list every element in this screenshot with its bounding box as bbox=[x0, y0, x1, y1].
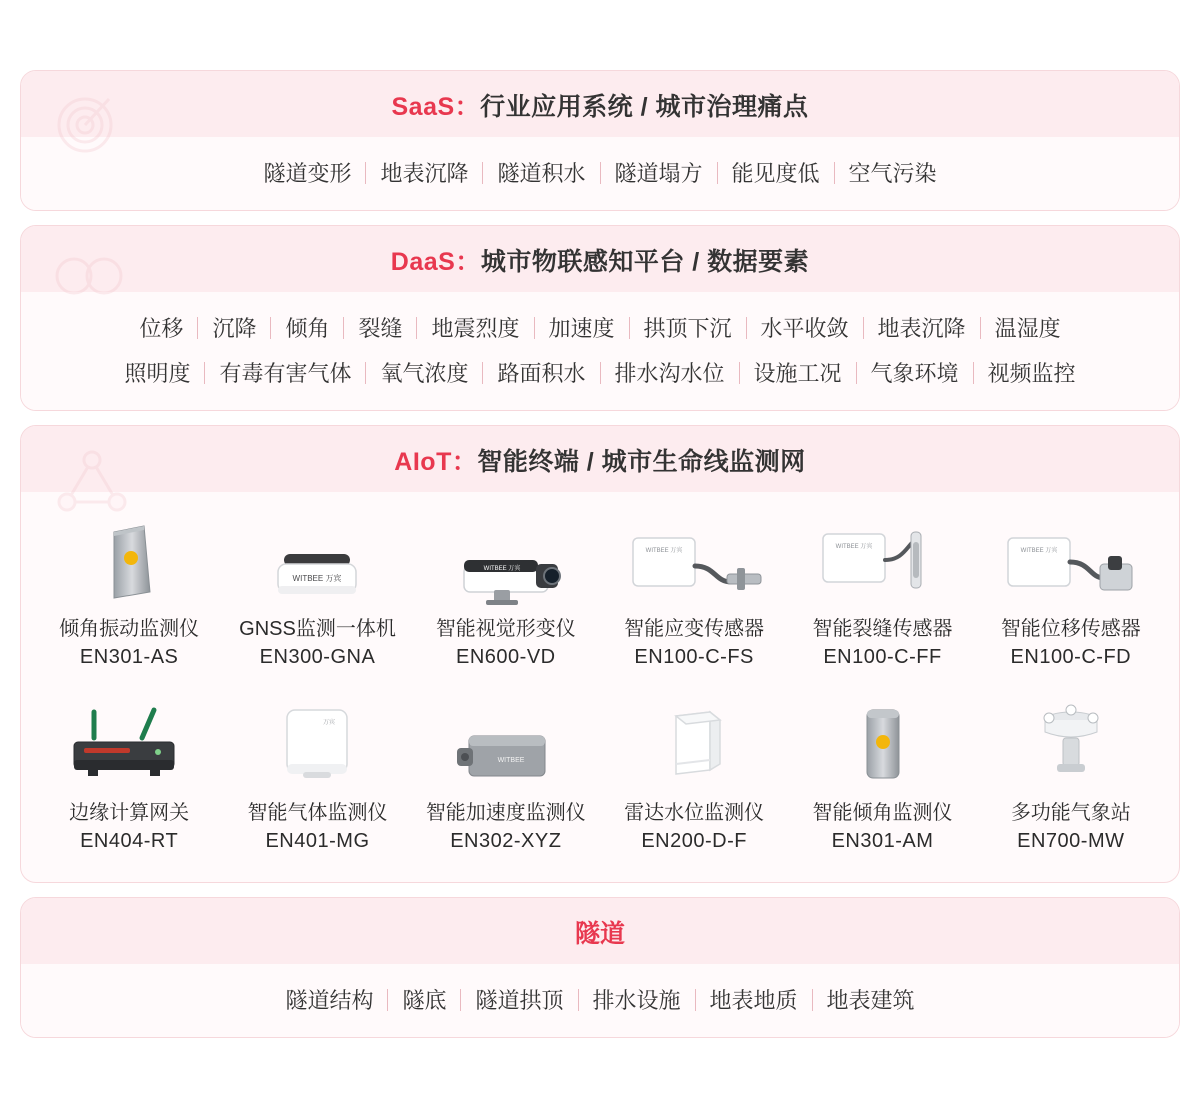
saas-title-band bbox=[21, 71, 1179, 137]
svg-text:WITBEE 万宾: WITBEE 万宾 bbox=[293, 574, 342, 583]
device-name: 智能应变传感器 bbox=[624, 618, 765, 640]
gas-monitor-icon bbox=[237, 698, 397, 790]
daas-item-row-1 bbox=[45, 312, 1155, 343]
daas-item: 路面积水 bbox=[497, 361, 586, 386]
displacement-sensor-icon bbox=[991, 514, 1151, 606]
device-name: 边缘计算网关 bbox=[69, 802, 190, 824]
device-model: EN301-AS bbox=[79, 646, 179, 668]
device-model: EN300-GNA bbox=[259, 646, 376, 668]
device-model: EN600-VD bbox=[456, 646, 556, 668]
daas-item: 加速度 bbox=[548, 316, 615, 341]
daas-item: 地震烈度 bbox=[431, 316, 520, 341]
device-card[interactable] bbox=[788, 698, 976, 856]
tunnel-item: 隧底 bbox=[402, 988, 447, 1013]
accelerometer-icon bbox=[426, 698, 586, 790]
device-name: 智能视觉形变仪 bbox=[435, 618, 576, 640]
daas-section bbox=[20, 225, 1180, 411]
device-model: EN100-C-FD bbox=[1010, 646, 1132, 668]
device-name: GNSS监测一体机 bbox=[239, 618, 396, 640]
svg-text:WITBEE 万宾: WITBEE 万宾 bbox=[483, 566, 521, 572]
svg-text:万宾: 万宾 bbox=[323, 720, 336, 726]
saas-item: 地表沉降 bbox=[380, 161, 469, 186]
saas-item: 隧道积水 bbox=[497, 161, 586, 186]
aiot-title-main: 智能终端 / 城市生命线监测网 bbox=[477, 448, 806, 476]
device-model: EN404-RT bbox=[80, 830, 179, 852]
radar-water-level-icon bbox=[614, 698, 774, 790]
saas-title-prefix: SaaS： bbox=[391, 93, 481, 121]
daas-item: 拱顶下沉 bbox=[643, 316, 732, 341]
daas-item: 有毒有害气体 bbox=[219, 361, 352, 386]
device-name: 智能位移传感器 bbox=[1000, 618, 1141, 640]
svg-text:WITBEE 万宾: WITBEE 万宾 bbox=[836, 544, 873, 550]
device-name: 雷达水位监测仪 bbox=[624, 802, 765, 824]
daas-title bbox=[391, 248, 809, 276]
daas-item: 视频监控 bbox=[987, 361, 1076, 386]
device-name: 智能倾角监测仪 bbox=[812, 802, 953, 824]
tunnel-item-list bbox=[45, 984, 1155, 1015]
device-name: 智能气体监测仪 bbox=[247, 802, 388, 824]
daas-item: 气象环境 bbox=[870, 361, 959, 386]
saas-item: 隧道塌方 bbox=[614, 161, 703, 186]
gnss-receiver-icon bbox=[237, 514, 397, 606]
strain-sensor-icon bbox=[614, 514, 774, 606]
daas-item: 地表沉降 bbox=[877, 316, 966, 341]
daas-item: 照明度 bbox=[124, 361, 191, 386]
daas-title-main: 城市物联感知平台 / 数据要素 bbox=[480, 248, 810, 276]
saas-item: 隧道变形 bbox=[263, 161, 352, 186]
tunnel-item: 隧道结构 bbox=[285, 988, 374, 1013]
saas-item: 空气污染 bbox=[848, 161, 937, 186]
device-card[interactable] bbox=[412, 698, 600, 856]
device-name: 多功能气象站 bbox=[1010, 802, 1131, 824]
tunnel-item: 地表建筑 bbox=[826, 988, 915, 1013]
daas-item: 裂缝 bbox=[358, 316, 403, 341]
daas-item: 温湿度 bbox=[994, 316, 1061, 341]
daas-item: 水平收敛 bbox=[760, 316, 849, 341]
device-model: EN401-MG bbox=[265, 830, 370, 852]
svg-text:WITBEE 万宾: WITBEE 万宾 bbox=[645, 548, 683, 554]
vision-camera-icon bbox=[426, 514, 586, 606]
device-card[interactable] bbox=[600, 514, 788, 672]
tunnel-title-band bbox=[21, 898, 1179, 964]
daas-title-band bbox=[21, 226, 1179, 292]
edge-gateway-icon bbox=[49, 698, 209, 790]
aiot-title-band bbox=[21, 426, 1179, 492]
device-model: EN100-C-FS bbox=[634, 646, 754, 668]
daas-item: 排水沟水位 bbox=[614, 361, 725, 386]
daas-item: 氧气浓度 bbox=[380, 361, 469, 386]
device-model: EN200-D-F bbox=[641, 830, 747, 852]
daas-item: 位移 bbox=[139, 316, 184, 341]
device-name: 智能裂缝传感器 bbox=[812, 618, 953, 640]
aiot-section bbox=[20, 425, 1180, 883]
device-card[interactable] bbox=[412, 514, 600, 672]
daas-item: 沉降 bbox=[212, 316, 257, 341]
device-name: 倾角振动监测仪 bbox=[59, 618, 200, 640]
tunnel-item: 排水设施 bbox=[592, 988, 681, 1013]
daas-item-row-2 bbox=[45, 357, 1155, 388]
tunnel-title: 隧道 bbox=[574, 920, 625, 948]
device-card[interactable] bbox=[223, 698, 411, 856]
daas-item: 设施工况 bbox=[753, 361, 842, 386]
device-card[interactable] bbox=[223, 514, 411, 672]
saas-section bbox=[20, 70, 1180, 211]
device-card[interactable] bbox=[977, 514, 1165, 672]
saas-title-main: 行业应用系统 / 城市治理痛点 bbox=[480, 93, 809, 121]
device-model: EN700-MW bbox=[1017, 830, 1125, 852]
saas-title bbox=[391, 93, 808, 121]
device-card[interactable] bbox=[35, 698, 223, 856]
device-name: 智能加速度监测仪 bbox=[425, 802, 586, 824]
svg-text:WITBEE 万宾: WITBEE 万宾 bbox=[1020, 548, 1058, 554]
svg-text:WITBEE: WITBEE bbox=[497, 757, 525, 764]
device-card[interactable] bbox=[977, 698, 1165, 856]
device-model: EN301-AM bbox=[831, 830, 934, 852]
device-card[interactable] bbox=[35, 514, 223, 672]
saas-item-list bbox=[45, 157, 1155, 188]
tunnel-item: 地表地质 bbox=[709, 988, 798, 1013]
tunnel-body bbox=[21, 964, 1179, 1037]
device-model: EN100-C-FF bbox=[823, 646, 942, 668]
weather-station-icon bbox=[991, 698, 1151, 790]
tilt-vibration-sensor-icon bbox=[49, 514, 209, 606]
tunnel-item: 隧道拱顶 bbox=[475, 988, 564, 1013]
tunnel-section bbox=[20, 897, 1180, 1038]
saas-body bbox=[21, 137, 1179, 210]
device-card[interactable] bbox=[600, 698, 788, 856]
crack-sensor-icon bbox=[802, 514, 962, 606]
daas-item: 倾角 bbox=[285, 316, 330, 341]
device-model: EN302-XYZ bbox=[450, 830, 562, 852]
aiot-device-grid bbox=[21, 492, 1179, 882]
saas-item: 能见度低 bbox=[731, 161, 820, 186]
aiot-title-prefix: AIoT： bbox=[394, 448, 478, 476]
device-card[interactable] bbox=[788, 514, 976, 672]
aiot-title bbox=[394, 448, 805, 476]
daas-title-prefix: DaaS： bbox=[390, 248, 481, 276]
tilt-monitor-icon bbox=[802, 698, 962, 790]
daas-body bbox=[21, 292, 1179, 410]
